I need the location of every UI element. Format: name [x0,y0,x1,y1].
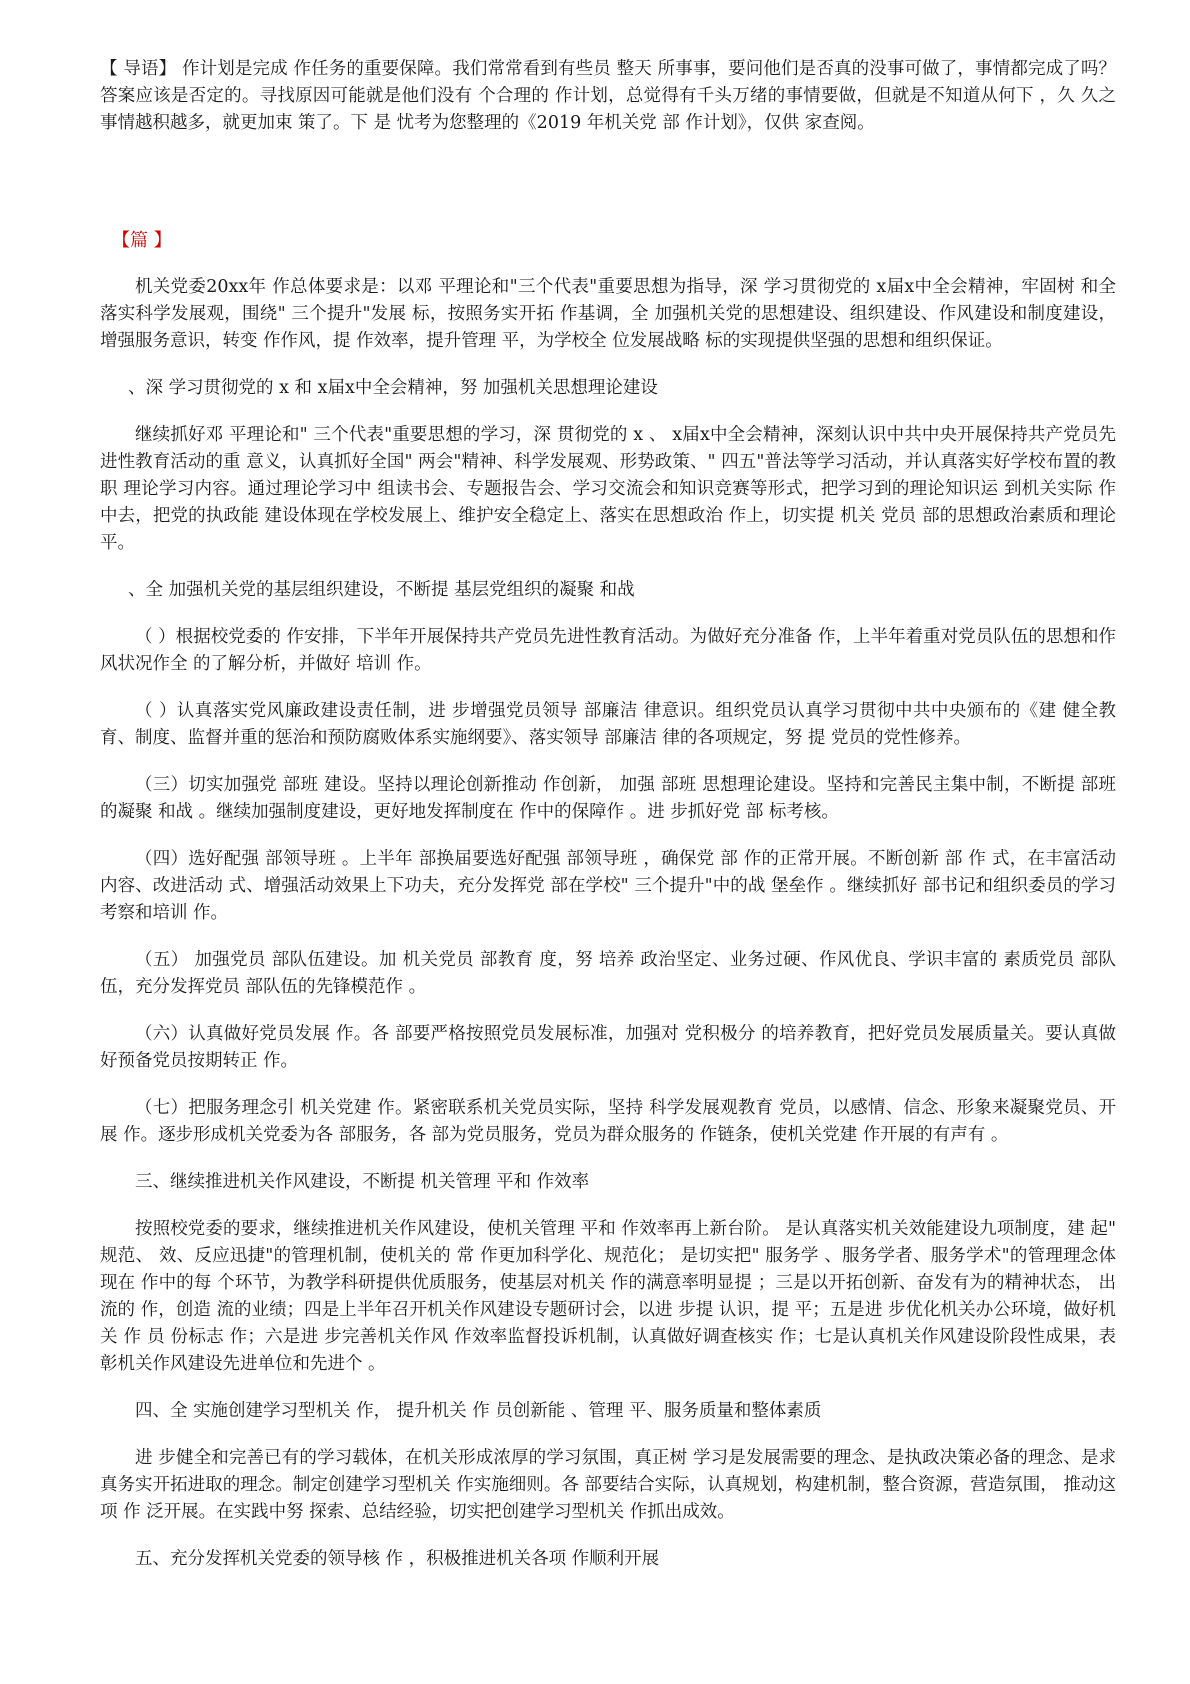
heading-3: 三、继续推进机关作风建设，不断提 机关管理 平和 作效率 [135,1172,590,1192]
heading-4: 四、全 实施创建学习型机关 作， 提升机关 作 员创新能 、管理 平、服务质量和整体素质 [135,1401,822,1421]
section-tag: 【篇 】 [112,230,172,251]
paragraph-theory-study: 继续抓好邓 平理论和" 三个代表"重要思想的学习，深 贯彻党的 x 、 x届x中全会精神，深刻认识中共中央开展保持共产党员先进性教育活动的重 意义，认真抓好全国" 两会"精神、科学发展观、形势政策、" 四五"普法等学习活动，并认真落实好学校布置的教职 理论学习内容。通过理论学习中 组读书会、专题报告会、学习交流会和知识竞赛等形式，把学习到的理论知识运 到机关实际 作中去，把党的执政能 建设体现在学校发展上、维护安全稳定上、落实在思想政治 作上，切实提 机关 党员 部的思想政治素质和理论 平。 [100,425,1116,553]
paragraph-work-style: 按照校党委的要求，继续推进机关作风建设，使机关管理 平和 作效率再上新台阶。 是认真落实机关效能建设九项制度，建 起" 规范、 效、反应迅捷"的管理机制，使机关的 常 作更加科学化、规范化； 是切实把" 服务学 、服务学者、服务学术"的管理理念体现在 作中的每 个环节，为教学科研提供优质服务，使基层对机关 作的满意率明显提 ；三是以开拓创新、奋发有为的精神状态， 出 流的 作，创造 流的业绩；四是上半年召开机关作风建设专题研讨会，以进 步提 认识，提 平；五是进 步优化机关办公环境，做好机关 作 员 份标志 作；六是进 步完善机关作风 作效率监督投诉机制，认真做好调查核实 作；七是认真机关作风建设阶段性成果，表彰机关作风建设先进单位和先进个 。 [100,1219,1116,1374]
intro-tag: 【 导语】 [100,59,177,79]
list-item-1: （ ）根据校党委的 作安排，下半年开展保持共产党员先进性教育活动。为做好充分准备 作，上半年着重对党员队伍的思想和作风状况作全 的了解分析，并做好 培训 作。 [100,627,1116,674]
paragraph-learning-organization: 进 步健全和完善已有的学习载体，在机关形成浓厚的学习氛围，真正树 学习是发展需要的理念、是执政决策必备的理念、是求真务实开拓进取的理念。制定创建学习型机关 作实施细则。各 部要结合实际，认真规划，构建机制，整合资源，营造氛围， 推动这项 作 泛开展。在实践中努 探索、总结经验，切实把创建学习型机关 作抓出成效。 [100,1448,1116,1522]
list-item-2: （ ）认真落实党风廉政建设责任制，进 步增强党员领导 部廉洁 律意识。组织党员认真学习贯彻中共中央颁布的《建 健全教育、制度、监督并重的惩治和预防腐败体系实施纲要》、落实领导 部廉洁 律的各项规定，努 提 党员的党性修养。 [100,701,1116,748]
list-item-7: （七）把服务理念引 机关党建 作。紧密联系机关党员实际，坚持 科学发展观教育 党员，以感情、信念、形象来凝聚党员、开展 作。逐步形成机关党委为各 部服务，各 部为党员服务，党员为群众服务的 作链条，使机关党建 作开展的有声有 。 [100,1098,1116,1145]
heading-1: 、深 学习贯彻党的 x 和 x届x中全会精神，努 加强机关思想理论建设 [128,378,658,398]
heading-2: 、全 加强机关党的基层组织建设，不断提 基层党组织的凝聚 和战 [128,580,635,600]
heading-5: 五、充分发挥机关党委的领导核 作 ，积极推进机关各项 作顺利开展 [135,1549,660,1569]
intro-text: 作计划是完成 作任务的重要保障。我们常常看到有些员 整天 所事事，要问他们是否真的没事可做了，事情都完成了吗？答案应该是否定的。寻找原因可能就是他们没有 个合理的 作计划，总觉得有千头万绪的事情要做，但就是不知道从何下 ，久 久之事情越积越多，就更加束 策了。下 是 忧考为您整理的《2019 年机关党 部 作计划》，仅供 家查阅。 [100,59,1117,133]
list-item-3: （三）切实加强党 部班 建设。坚持以理论创新推动 作创新， 加强 部班 思想理论建设。坚持和完善民主集中制，不断提 部班 的凝聚 和战 。继续加强制度建设，更好地发挥制度在 作中的保障作 。进 步抓好党 部 标考核。 [100,775,1116,822]
document-page [100,56,1116,1593]
paragraph-overall-requirements: 机关党委20xx年 作总体要求是：以邓 平理论和"三个代表"重要思想为指导，深 学习贯彻党的 x届x中全会精神，牢固树 和全 落实科学发展观，围绕" 三个提升"发展 标，按照务实开拓 作基调，全 加强机关党的思想建设、组织建设、作风建设和制度建设，增强服务意识，转变 作作风，提 作效率，提升管理 平，为学校全 位发展战略 标的实现提供坚强的思想和组织保证。 [100,277,1116,351]
list-item-5: （五） 加强党员 部队伍建设。加 机关党员 部教育 度，努 培养 政治坚定、业务过硬、作风优良、学识丰富的 素质党员 部队伍，充分发挥党员 部队伍的先锋模范作 。 [100,950,1116,997]
list-item-4: （四）选好配强 部领导班 。上半年 部换届要选好配强 部领导班 ，确保党 部 作的正常开展。不断创新 部 作 式，在丰富活动内容、改进活动 式、增强活动效果上下功夫，充分发挥党 部在学校" 三个提升"中的战 堡垒作 。继续抓好 部书记和组织委员的学习考察和培训 作。 [100,849,1116,923]
intro-paragraph [100,56,1116,137]
list-item-6: （六）认真做好党员发展 作。各 部要严格按照党员发展标准，加强对 党积极分 的培养教育，把好党员发展质量关。要认真做好预备党员按期转正 作。 [100,1024,1116,1071]
